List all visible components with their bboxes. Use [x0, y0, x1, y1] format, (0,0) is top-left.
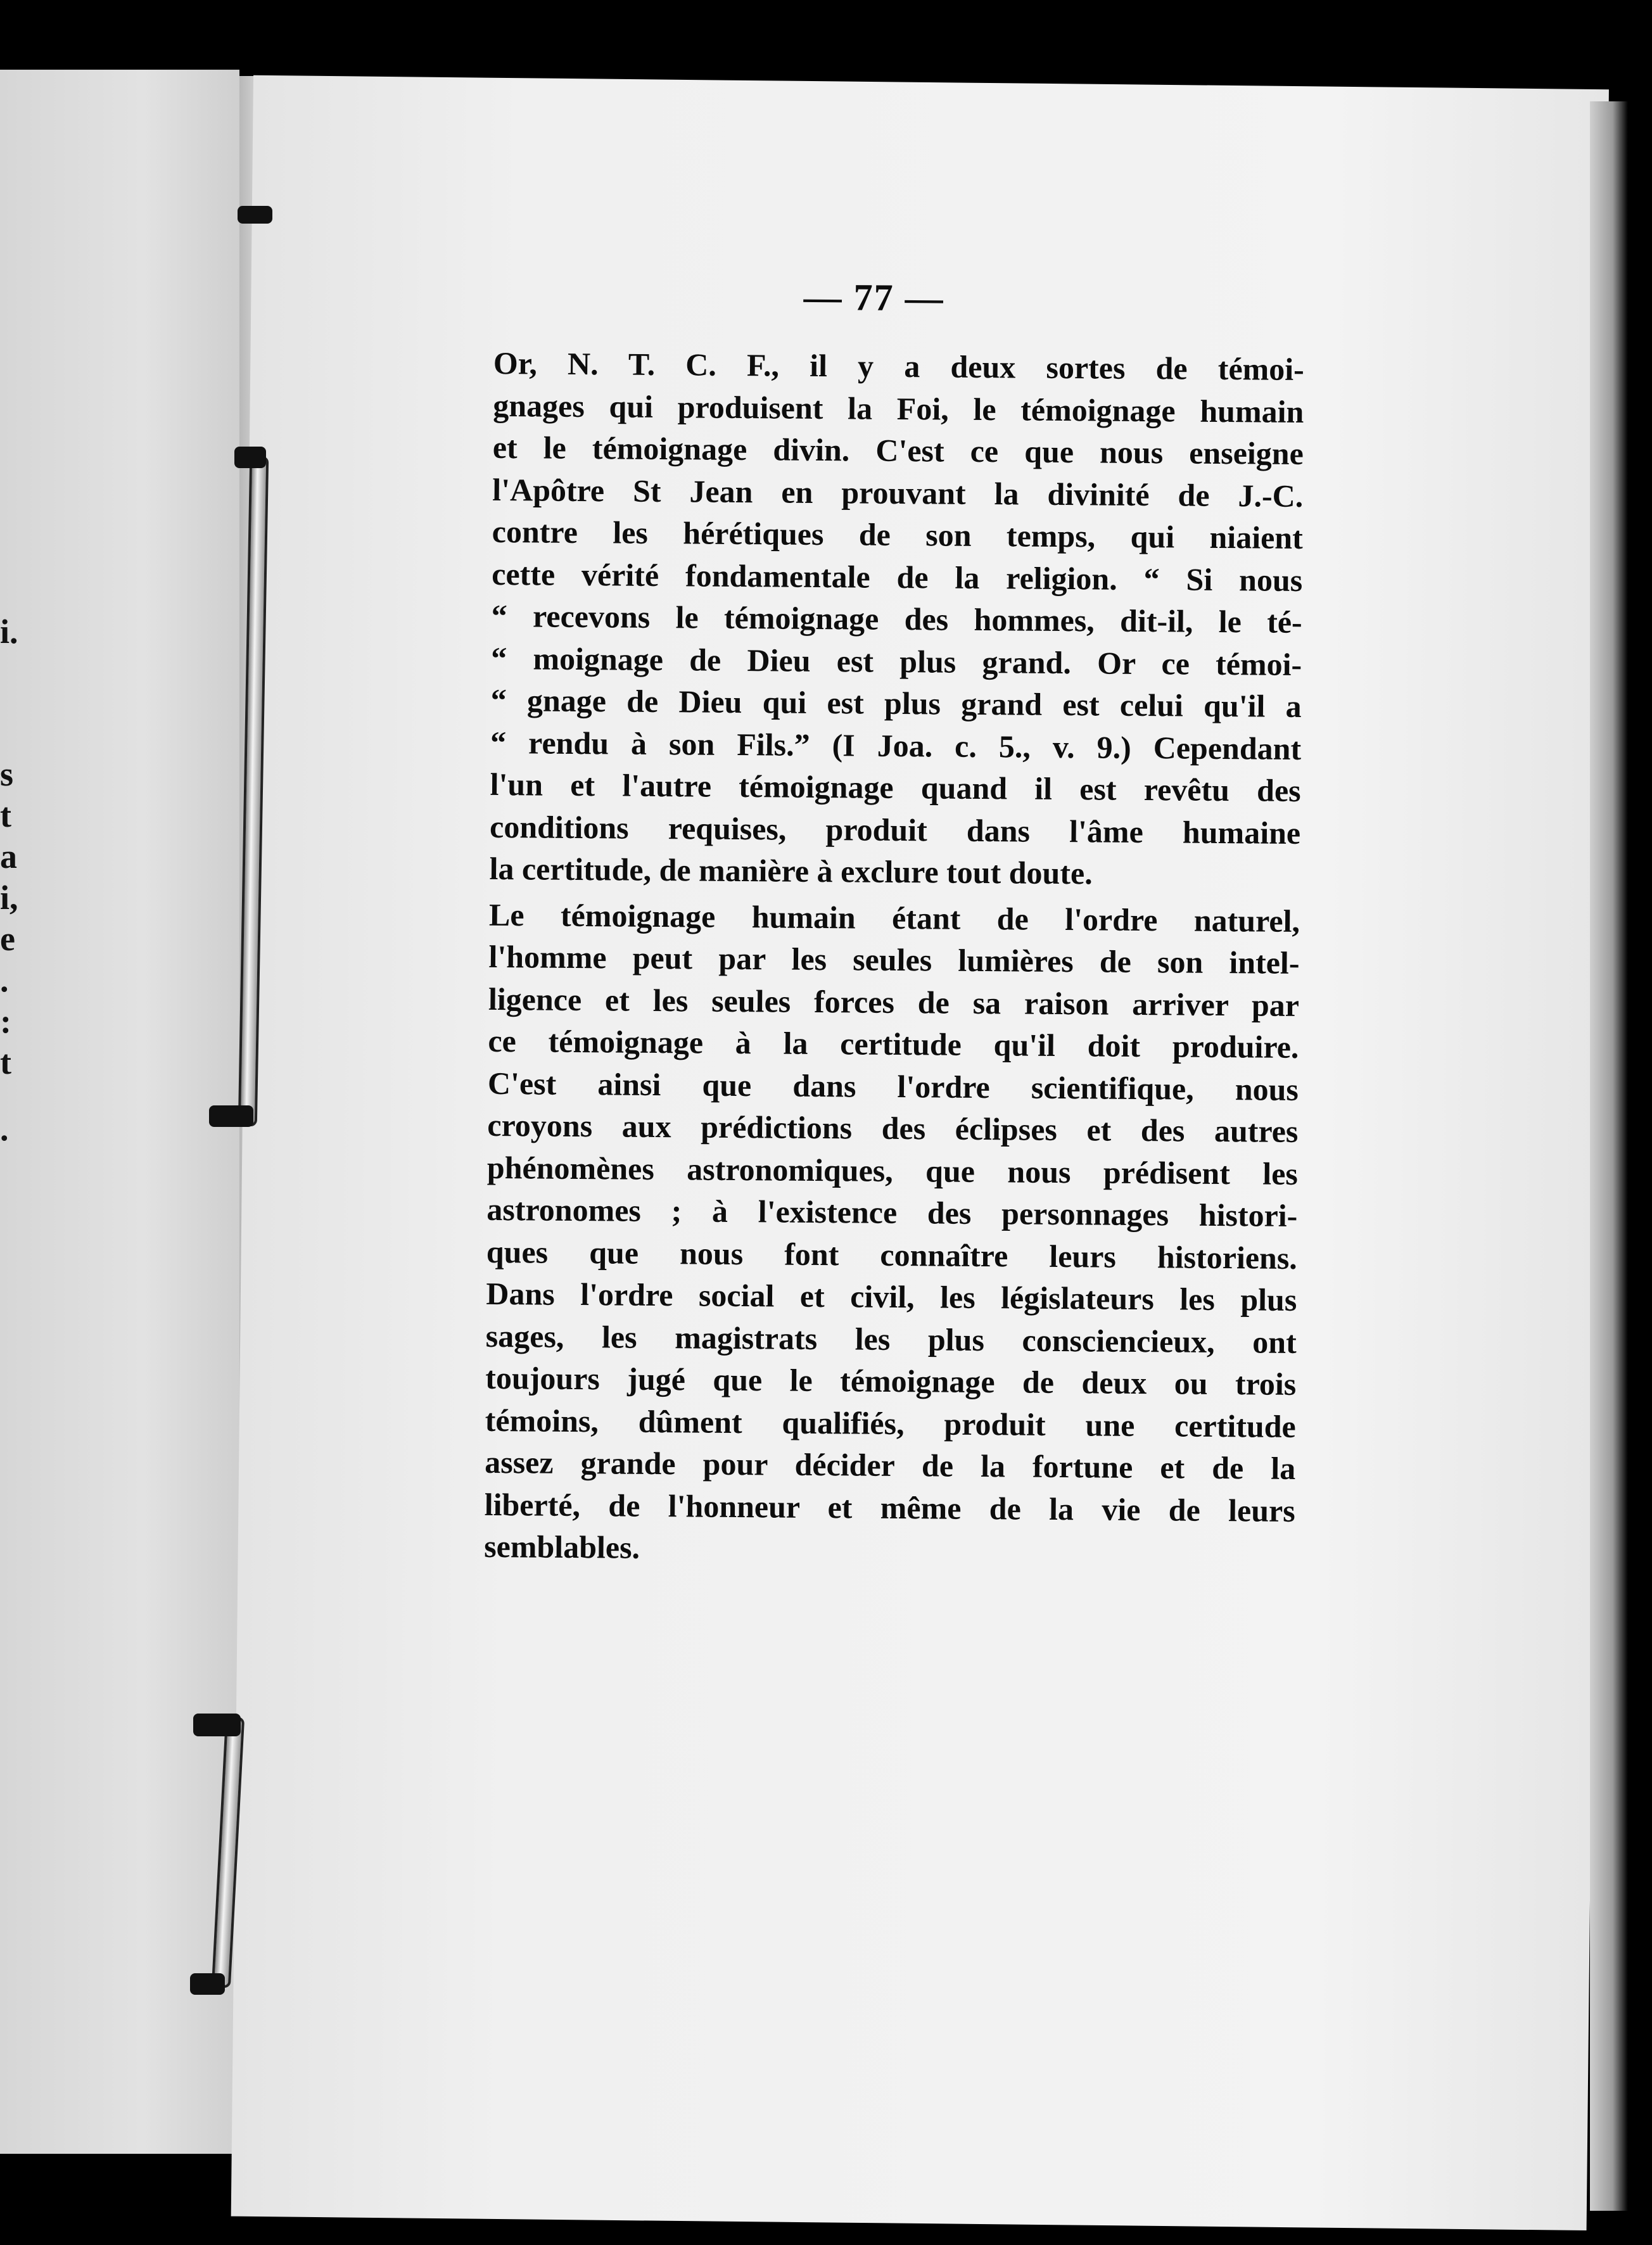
text-line: témoins, dûment qualifiés, produit une certitude [485, 1402, 1296, 1444]
binding-knot [190, 1973, 225, 1995]
text-line: Or, N. T. C. F., il y a deux sortes de témoi- [493, 345, 1305, 387]
text-line: et le témoignage divin. C'est ce que nous enseigne [492, 429, 1304, 471]
text-line: contre les hérétiques de son temps, qui niaient [492, 513, 1303, 556]
text-line: phénomènes astronomiques, que nous prédisent les [486, 1149, 1299, 1192]
left-fragment: t [0, 796, 11, 834]
left-fragment: e [0, 920, 15, 958]
text-line: “ gnage de Dieu qui est plus grand est celui qu'il a [490, 682, 1302, 724]
left-fragment: . [0, 961, 9, 999]
text-line: l'un et l'autre témoignage quand il est revêtu des [490, 766, 1301, 808]
binding-knot [234, 447, 266, 468]
page-number: — 77 — [803, 276, 944, 319]
text-line: toujours jugé que le témoignage de deux ou trois [485, 1359, 1297, 1402]
text-line: gnages qui produisent la Foi, le témoignage humain [493, 387, 1304, 429]
text-line: astronomes ; à l'existence des personnages histori- [486, 1191, 1298, 1233]
left-fragment: : [0, 1002, 11, 1040]
text-line: ce témoignage à la certitude qu'il doit produire. [488, 1022, 1299, 1065]
left-fragment: i. [0, 613, 18, 651]
text-line: Le témoignage humain étant de l'ordre naturel, [488, 896, 1300, 939]
text-line: croyons aux prédictions des éclipses et des autres [487, 1107, 1299, 1149]
text-line: ques que nous font connaître leurs historiens. [486, 1233, 1298, 1276]
left-page-text-fragments [0, 611, 25, 1150]
left-fragment: . [0, 1110, 9, 1148]
text-line: “ rendu à son Fils.” (I Joa. c. 5., v. 9.) Cependant [490, 724, 1302, 766]
text-line: l'Apôtre St Jean en prouvant la divinité de J.-C. [492, 471, 1304, 514]
left-page [0, 70, 239, 2154]
text-line: l'homme peut par les seules lumières de son intel- [488, 938, 1300, 981]
paragraph [413, 341, 1304, 896]
text-line: assez grande pour décider de la fortune et de la [485, 1444, 1296, 1486]
text-line: Dans l'ordre social et civil, les législateurs les plus [486, 1275, 1297, 1318]
text-line: liberté, de l'honneur et même de la vie de leurs [484, 1486, 1295, 1529]
left-fragment: s [0, 755, 14, 793]
left-fragment: t [0, 1043, 11, 1081]
text-line: “ recevons le témoignage des hommes, dit-il, le té- [491, 597, 1302, 640]
page-edge-shadow [1590, 101, 1628, 2211]
paragraph [408, 893, 1300, 1574]
text-line: sages, les magistrats les plus consciencieux, ont [485, 1318, 1297, 1360]
text-line: ligence et les seules forces de sa raison arriver par [488, 981, 1300, 1023]
page-text [408, 272, 1305, 1574]
binding-knot [193, 1714, 241, 1736]
text-line: semblables. [483, 1528, 640, 1565]
left-fragment: a [0, 837, 17, 875]
binding-knot [238, 206, 272, 224]
text-line: cette vérité fondamentale de la religion. “ Si nous [492, 556, 1303, 598]
text-line: C'est ainsi que dans l'ordre scientifique, nous [487, 1065, 1299, 1107]
binding-knot [209, 1105, 253, 1127]
left-fragment: i, [0, 879, 18, 917]
text-line: la certitude, de manière à exclure tout doute. [489, 850, 1093, 891]
text-line: “ moignage de Dieu est plus grand. Or ce témoi- [491, 640, 1302, 682]
text-line: conditions requises, produit dans l'âme humaine [489, 808, 1301, 851]
